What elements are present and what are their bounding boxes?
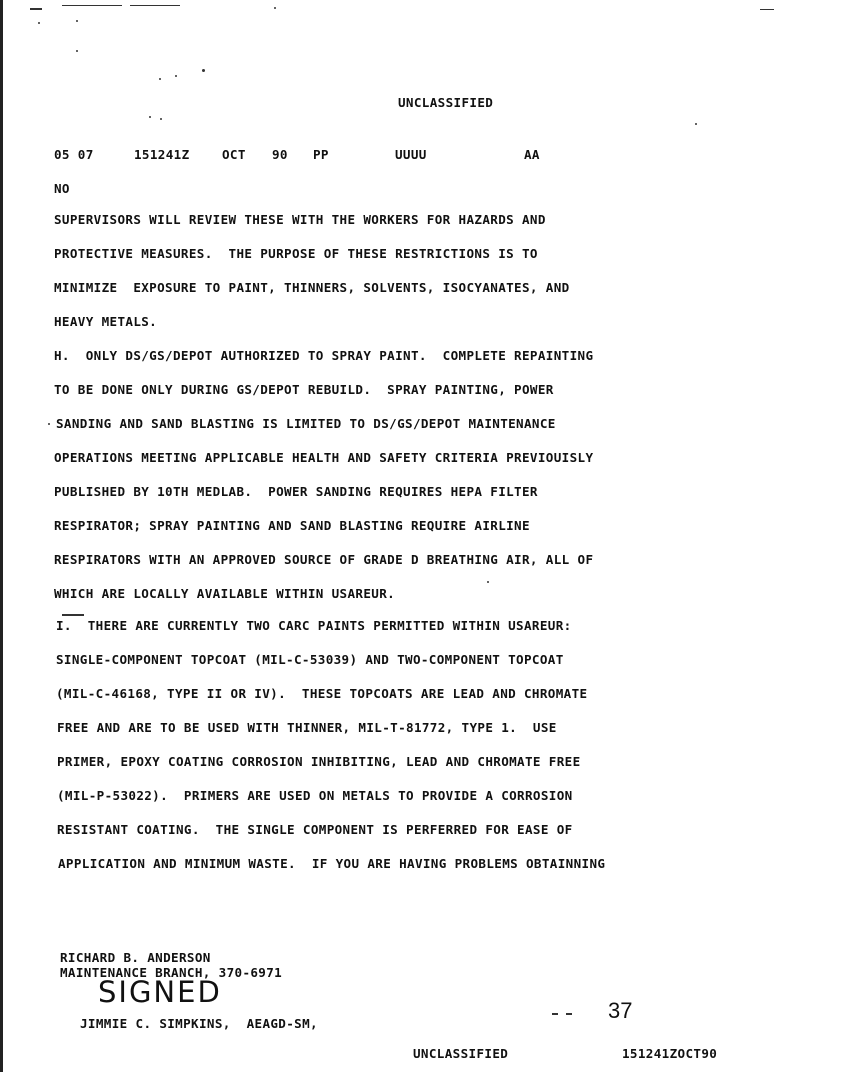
message-header-field: AA — [524, 147, 540, 162]
scan-artifact — [760, 9, 774, 10]
scan-artifact — [30, 8, 42, 10]
classification-footer: UNCLASSIFIED — [413, 1046, 509, 1061]
body-line: OPERATIONS MEETING APPLICABLE HEALTH AND SAFETY CRITERIA PREVIOUISLY — [54, 450, 594, 465]
body-line: SANDING AND SAND BLASTING IS LIMITED TO DS/GS/DEPOT MAINTENANCE — [56, 416, 556, 431]
scan-artifact — [62, 614, 84, 616]
body-line: TO BE DONE ONLY DURING GS/DEPOT REBUILD. SPRAY PAINTING, POWER — [54, 382, 554, 397]
message-header-field: OCT — [222, 147, 246, 162]
body-line: SINGLE-COMPONENT TOPCOAT (MIL-C-53039) AND TWO-COMPONENT TOPCOAT — [56, 652, 564, 667]
scan-artifact — [149, 116, 151, 118]
body-line: FREE AND ARE TO BE USED WITH THINNER, MIL-T-81772, TYPE 1. USE — [57, 720, 557, 735]
message-header-field: UUUU — [395, 147, 427, 162]
scan-artifact — [274, 7, 276, 9]
body-line: SUPERVISORS WILL REVIEW THESE WITH THE WORKERS FOR HAZARDS AND — [54, 212, 546, 227]
classification-header: UNCLASSIFIED — [398, 95, 494, 110]
scan-artifact — [552, 1013, 558, 1015]
scan-artifact — [695, 123, 697, 125]
body-line: (MIL-C-46168, TYPE II OR IV). THESE TOPCOATS ARE LEAD AND CHROMATE — [56, 686, 588, 701]
body-line: RESPIRATOR; SPRAY PAINTING AND SAND BLASTING REQUIRE AIRLINE — [54, 518, 530, 533]
scan-artifact — [48, 423, 50, 425]
scan-artifact — [202, 69, 205, 72]
scan-artifact — [130, 5, 180, 6]
releaser-line: JIMMIE C. SIMPKINS, AEAGD-SM, — [80, 1016, 318, 1031]
dtg-footer: 151241ZOCT90 — [622, 1046, 718, 1061]
message-header-field: 90 — [272, 147, 288, 162]
scan-artifact — [76, 50, 78, 52]
scan-artifact — [76, 20, 78, 22]
body-line: PRIMER, EPOXY COATING CORROSION INHIBITING, LEAD AND CHROMATE FREE — [57, 754, 581, 769]
page-left-edge — [0, 0, 3, 1072]
scan-artifact — [62, 5, 122, 6]
signed-stamp: SIGNED — [98, 975, 222, 1009]
scan-artifact — [487, 581, 489, 583]
originator-branch: MAINTENANCE BRANCH, 370-6971 — [60, 965, 283, 980]
body-line: (MIL-P-53022). PRIMERS ARE USED ON METALS TO PROVIDE A CORROSION — [57, 788, 573, 803]
body-line: WHICH ARE LOCALLY AVAILABLE WITHIN USAREUR. — [54, 586, 396, 601]
body-line: APPLICATION AND MINIMUM WASTE. IF YOU ARE HAVING PROBLEMS OBTAINNING — [58, 856, 606, 871]
body-line: I. THERE ARE CURRENTLY TWO CARC PAINTS PERMITTED WITHIN USAREUR: — [56, 618, 572, 633]
body-line: MINIMIZE EXPOSURE TO PAINT, THINNERS, SOLVENTS, ISOCYANATES, AND — [54, 280, 570, 295]
body-line: PUBLISHED BY 10TH MEDLAB. POWER SANDING REQUIRES HEPA FILTER — [54, 484, 538, 499]
scan-artifact — [38, 22, 40, 24]
message-header-field: 151241Z — [134, 147, 190, 162]
body-line: RESPIRATORS WITH AN APPROVED SOURCE OF GRADE D BREATHING AIR, ALL OF — [54, 552, 594, 567]
scan-artifact — [159, 78, 161, 80]
message-header-field: PP — [313, 147, 329, 162]
scan-artifact — [566, 1013, 572, 1015]
originator-name: RICHARD B. ANDERSON — [60, 950, 211, 965]
body-line: PROTECTIVE MEASURES. THE PURPOSE OF THESE RESTRICTIONS IS TO — [54, 246, 538, 261]
scan-artifact — [160, 118, 162, 120]
body-line: H. ONLY DS/GS/DEPOT AUTHORIZED TO SPRAY PAINT. COMPLETE REPAINTING — [54, 348, 594, 363]
body-line: RESISTANT COATING. THE SINGLE COMPONENT IS PERFERRED FOR EASE OF — [57, 822, 573, 837]
scan-artifact — [175, 75, 177, 77]
body-line: HEAVY METALS. — [54, 314, 158, 329]
message-header-field: 05 07 — [54, 147, 94, 162]
message-number-line: NO — [54, 181, 70, 196]
page-number: 37 — [608, 998, 633, 1023]
